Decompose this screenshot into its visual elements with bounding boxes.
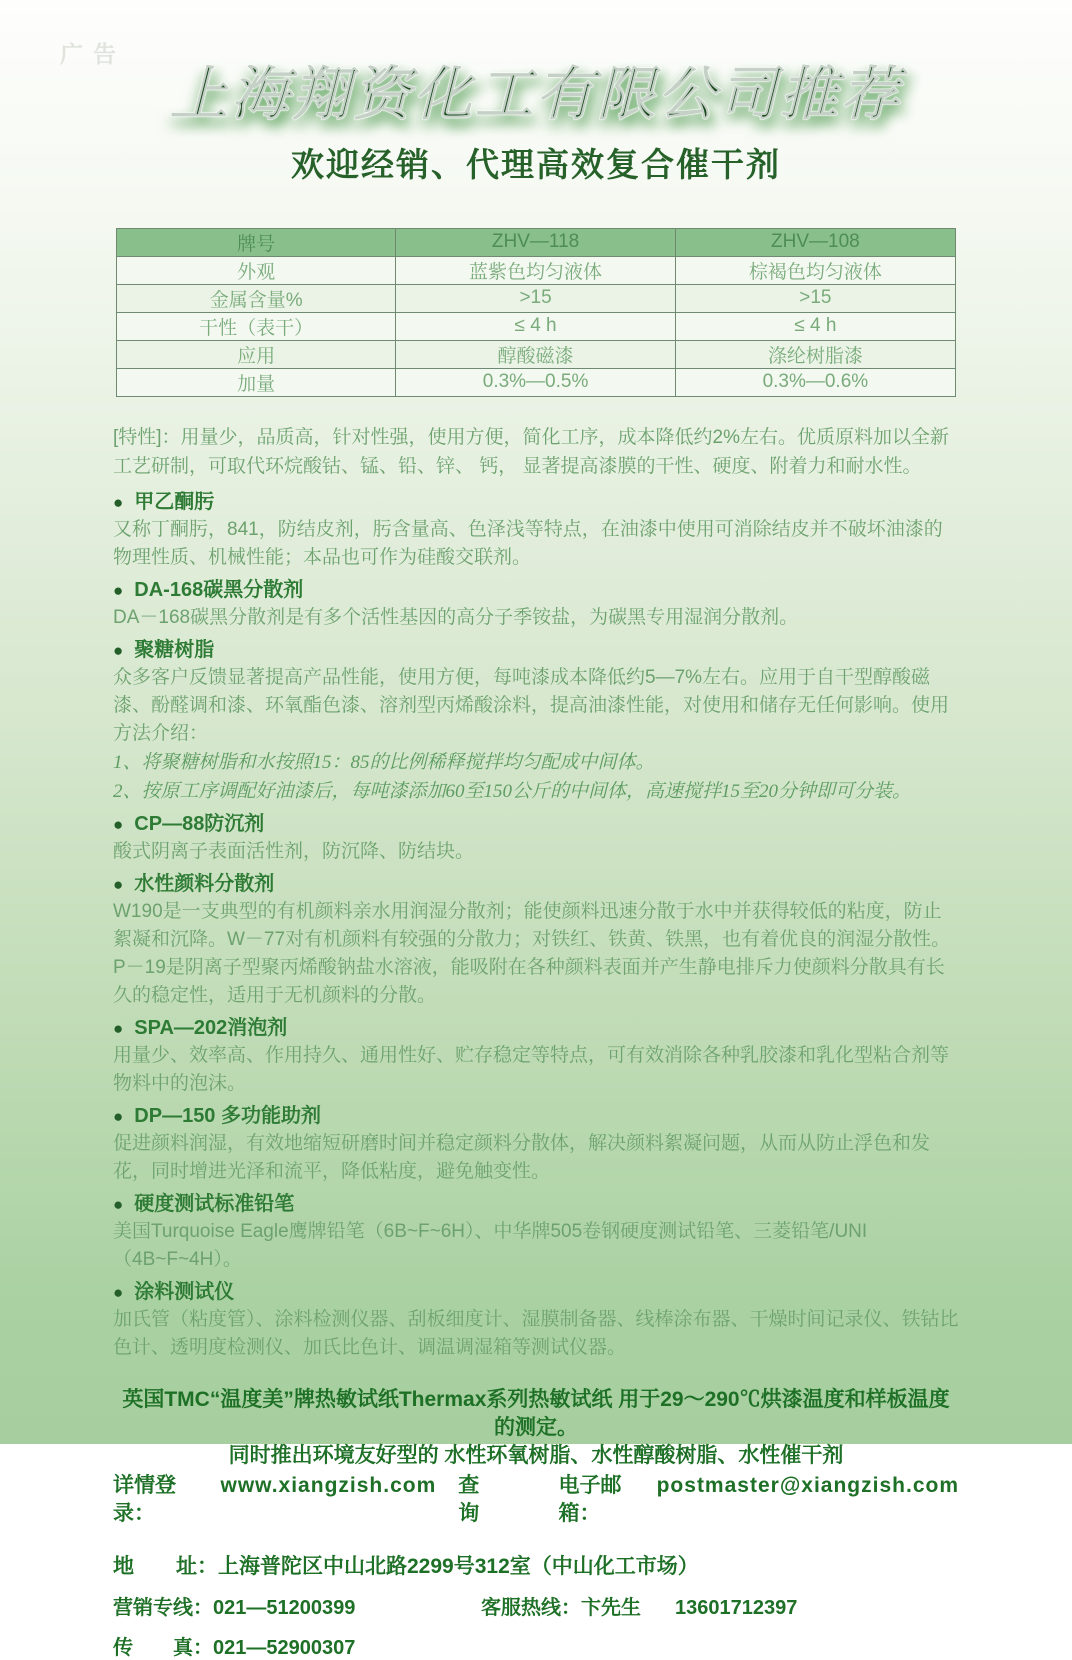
table-cell: 涤纶树脂漆 [675, 340, 955, 368]
marketing-phone: 021—51200399 [213, 1596, 356, 1619]
bullet-icon: ● [113, 1106, 124, 1126]
section-heading-label: 硬度测试标准铅笔 [134, 1192, 295, 1215]
usage-step-1: 1、将聚糖树脂和水按照15：85的比例稀释搅拌均匀配成中间体。 [113, 751, 655, 773]
section-paragraph: 又称丁酮肟，841，防结皮剂，肟含量高、色泽浅等特点，在油漆中使用可消除结皮并不破坏油漆的物理性质、机械性能；本品也可作为硅酸交联剂。 [113, 518, 943, 568]
marketing-service-row [113, 1591, 959, 1620]
email-group [558, 1472, 959, 1528]
address-row [113, 1550, 959, 1580]
fax-label: 传 真： [113, 1636, 213, 1659]
section-heading [113, 577, 959, 604]
table-cell: 加量 [117, 368, 396, 396]
table-cell: 醇酸磁漆 [396, 340, 675, 368]
address-label: 地 址： [113, 1554, 218, 1578]
thermax-line: 英国TMC“温度美”牌热敏试纸Thermax系列热敏试纸 用于29～290℃烘漆温度和样板温度的测定。 [122, 1387, 950, 1439]
section-heading-label: 涂料测试仪 [134, 1280, 235, 1303]
section-heading [113, 1191, 959, 1218]
table-cell: 蓝紫色均匀液体 [396, 256, 675, 284]
service-group [481, 1591, 797, 1620]
section-paragraph: 用量少、效率高、作用持久、通用性好、贮存稳定等特点，可有效消除各种乳胶漆和乳化型粘合剂等物料中的泡沫。 [113, 1044, 950, 1094]
section-heading-label: 水性颜料分散剂 [134, 872, 275, 895]
table-header-zhv108: ZHV—108 [675, 228, 955, 256]
website-url: www.xiangzish.com [220, 1473, 437, 1497]
bullet-icon: ● [113, 640, 124, 660]
bullet-icon: ● [113, 492, 124, 512]
table-cell: 干性（表干） [117, 312, 396, 340]
bullet-icon: ● [113, 874, 124, 894]
page-subtitle: 欢迎经销、代理高效复合催干剂 [291, 145, 781, 183]
section-hardness-test-pencils [113, 1191, 959, 1274]
section-paragraph: 美国Turquoise Eagle鹰牌铅笔（6B~F~6H）、中华牌505卷钢硬度测试铅笔、三菱铅笔/UNI（4B~F~4H）。 [113, 1220, 868, 1270]
table-cell: >15 [675, 284, 955, 312]
email-address: postmaster@xiangzish.com [656, 1473, 959, 1497]
section-heading [113, 1015, 959, 1042]
query-text: 查询 [458, 1473, 480, 1525]
ad-corner-label: 广告 [60, 41, 126, 67]
address-value: 上海普陀区中山北路2299号312室（中山化工市场） [218, 1554, 699, 1578]
table-cell: 应用 [117, 340, 396, 368]
table-row-appearance [117, 256, 956, 284]
table-header-zhv118: ZHV—118 [396, 228, 675, 256]
section-heading [113, 811, 959, 838]
website-group [113, 1472, 492, 1528]
section-heading [113, 489, 959, 516]
section-paragraph: 加氏管（粘度管）、涂料检测仪器、刮板细度计、湿膜制备器、线棒涂布器、干燥时间记录仪、铁钴比色计、透明度检测仪、加氏比色计、调温调湿箱等测试仪器。 [113, 1308, 959, 1358]
section-paragraph: 众多客户反馈显著提高产品性能，使用方便，每吨漆成本降低约5—7%左右。应用于自干型醇酸磁漆、酚醛调和漆、环氧酯色漆、溶剂型丙烯酸涂料，提高油漆性能，对使用和储存无任何影响。使用方法介绍： [113, 666, 950, 744]
table-row-dryness [117, 312, 956, 340]
fax-phone: 021—52900307 [213, 1636, 356, 1659]
section-heading [113, 637, 959, 664]
marketing-label: 营销专线： [113, 1596, 213, 1619]
page-title: 上海翔资化工有限公司推荐 [169, 62, 902, 127]
main-content [113, 423, 959, 1660]
section-waterborne-pigment-dispersant [113, 871, 959, 1010]
service-contact: 卞先生 [581, 1596, 641, 1619]
product-spec-table [116, 228, 956, 397]
eco-products-line: 同时推出环境友好型的 水性环氧树脂、水性醇酸树脂、水性催干剂 [228, 1443, 844, 1467]
section-heading-label: CP—88防沉剂 [134, 812, 265, 835]
section-heading [113, 1279, 959, 1306]
table-row-application [117, 340, 956, 368]
section-heading [113, 1103, 959, 1130]
table-header-brand: 牌号 [117, 228, 396, 256]
website-email-row [113, 1472, 959, 1528]
section-da168-dispersant [113, 577, 959, 632]
table-row-dosage [117, 368, 956, 396]
table-cell: 0.3%—0.6% [675, 368, 955, 396]
table-cell: 金属含量% [117, 284, 396, 312]
fax-row [113, 1631, 959, 1660]
service-phone: 13601712397 [675, 1596, 798, 1619]
section-heading-label: DP—150 多功能助剂 [134, 1104, 321, 1127]
table-cell: ≤ 4 h [396, 312, 675, 340]
website-label: 详情登录： [113, 1473, 176, 1525]
product-sections [113, 489, 959, 1362]
section-paragraph: 酸式阴离子表面活性剂，防沉降、防结块。 [113, 840, 475, 862]
section-heading-label: 聚糖树脂 [134, 638, 215, 661]
product-spec-table-wrap [116, 228, 956, 397]
section-heading-label: DA-168碳黑分散剂 [134, 578, 304, 601]
section-cp88-antisettling [113, 811, 959, 866]
features-paragraph: [特性]：用量少，品质高，针对性强，使用方便，简化工序，成本降低约2%左右。优质原料加以全新工艺研制，可取代环烷酸钴、锰、铅、锌、 钙， 显著提高漆膜的干性、硬度、附着力和耐水性。 [113, 426, 950, 477]
bullet-icon: ● [113, 1018, 124, 1038]
table-row-metal-content [117, 284, 956, 312]
bullet-icon: ● [113, 1194, 124, 1214]
service-label: 客服热线： [481, 1596, 581, 1619]
section-heading-label: 甲乙酮肟 [134, 490, 215, 513]
section-paragraph: 促进颜料润湿，有效地缩短研磨时间并稳定颜料分散体，解决颜料絮凝问题，从而从防止浮色和发花，同时增进光泽和流平，降低粘度，避免触变性。 [113, 1132, 931, 1182]
section-methyl-ethyl-ketoxime [113, 489, 959, 572]
section-paragraph: DA－168碳黑分散剂是有多个活性基因的高分子季铵盐，为碳黑专用湿润分散剂。 [113, 606, 799, 628]
section-paragraph: W190是一支典型的有机颜料亲水用润湿分散剂；能使颜料迅速分散于水中并获得较低的粘度，防止絮凝和沉降。W－77对有机颜料有较强的分散力；对铁红、铁黄、铁黑，也有着优良的润湿分散性。P－19是阴离子型聚丙烯酸钠盐水溶液，能吸附在各种颜料表面并产生静电排斥力使颜料分散具有长久的稳定性，适用于无机颜料的分散。 [113, 900, 951, 1006]
table-cell: >15 [396, 284, 675, 312]
table-cell: 0.3%—0.5% [396, 368, 675, 396]
section-polysaccharide-resin [113, 637, 959, 806]
bullet-icon: ● [113, 814, 124, 834]
section-spa202-defoamer [113, 1015, 959, 1098]
email-label: 电子邮箱： [558, 1473, 622, 1525]
table-cell: ≤ 4 h [675, 312, 955, 340]
bullet-icon: ● [113, 580, 124, 600]
section-coating-test-instruments [113, 1279, 959, 1362]
table-header-row [117, 228, 956, 256]
bullet-icon: ● [113, 1282, 124, 1302]
marketing-group [113, 1591, 481, 1620]
section-heading-label: SPA—202消泡剂 [134, 1016, 288, 1039]
section-dp150-additive [113, 1103, 959, 1186]
section-heading [113, 871, 959, 898]
usage-step-2: 2、按原工序调配好油漆后，每吨漆添加60至150公斤的中间体，高速搅拌15至20分钟即可分装。 [113, 780, 912, 802]
table-cell: 外观 [117, 256, 396, 284]
table-cell: 棕褐色均匀液体 [675, 256, 955, 284]
